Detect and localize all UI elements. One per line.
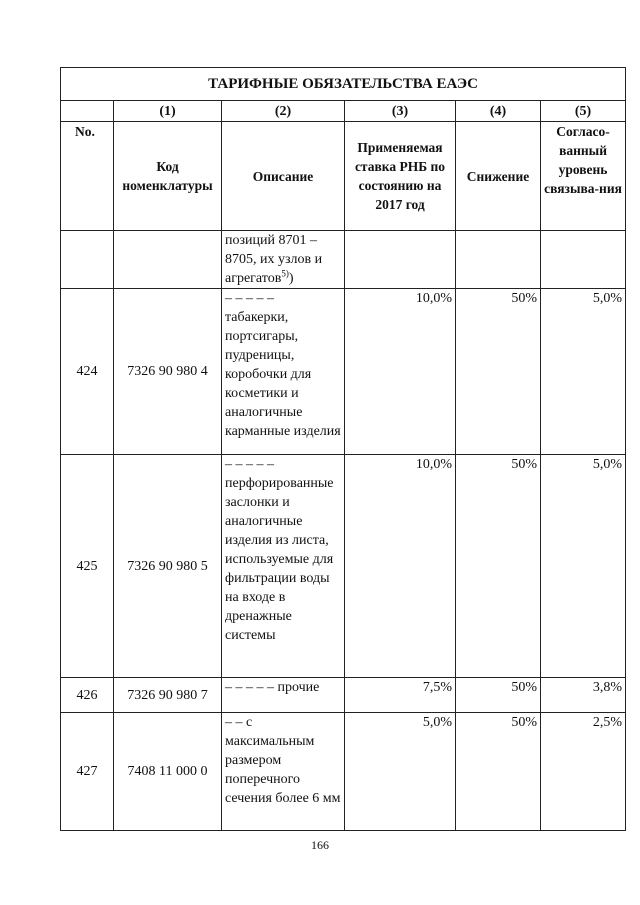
continuation-description: позиций 8701 – 8705, их узлов и агрегатов$^{5)}$) — [222, 231, 345, 289]
header-bound: Согласо-ванный уровень связыва-ния — [541, 122, 626, 231]
table-row — [61, 713, 626, 831]
row-bound: 5,0% — [541, 289, 626, 455]
header-code: Код номенклатуры — [114, 122, 222, 231]
row-bound: 2,5% — [541, 713, 626, 831]
row-rate: 7,5% — [345, 678, 456, 713]
row-code: 7326 90 980 5 — [114, 455, 222, 678]
table-row — [61, 455, 626, 678]
header-reduction: Снижение — [456, 122, 541, 231]
table-title: ТАРИФНЫЕ ОБЯЗАТЕЛЬСТВА ЕАЭС — [61, 68, 626, 101]
col-number-1: (1) — [114, 101, 222, 122]
row-bound: 5,0% — [541, 455, 626, 678]
row-rate: 5,0% — [345, 713, 456, 831]
table-row — [61, 289, 626, 455]
row-description: – – – – – прочие — [222, 678, 345, 713]
row-no: 424 — [61, 289, 114, 455]
col-number-4: (4) — [456, 101, 541, 122]
col-number-2: (2) — [222, 101, 345, 122]
table-row — [61, 678, 626, 713]
table-row-continuation — [61, 231, 626, 289]
row-description: – – – – – табакерки, портсигары, пудреницы, коробочки для косметики и аналогичные карманные изделия — [222, 289, 345, 455]
tariff-table — [60, 67, 626, 831]
row-reduction: 50% — [456, 455, 541, 678]
row-rate: 10,0% — [345, 289, 456, 455]
col-number-3: (3) — [345, 101, 456, 122]
col-number-5: (5) — [541, 101, 626, 122]
row-no: 425 — [61, 455, 114, 678]
row-description: – – – – – перфорированные заслонки и аналогичные изделия из листа, используемые для фильтрации воды на входе в дренажные системы — [222, 455, 345, 678]
row-reduction: 50% — [456, 289, 541, 455]
row-no: 426 — [61, 678, 114, 713]
row-rate: 10,0% — [345, 455, 456, 678]
row-description: – – с максимальным размером поперечного сечения более 6 мм — [222, 713, 345, 831]
footnote-ref: 5) — [281, 268, 289, 279]
header-description: Описание — [222, 122, 345, 231]
row-reduction: 50% — [456, 713, 541, 831]
row-bound: 3,8% — [541, 678, 626, 713]
row-code: 7326 90 980 7 — [114, 678, 222, 713]
row-no: 427 — [61, 713, 114, 831]
row-code: 7326 90 980 4 — [114, 289, 222, 455]
page-number: 166 — [311, 838, 329, 852]
row-code: 7408 11 000 0 — [114, 713, 222, 831]
row-reduction: 50% — [456, 678, 541, 713]
header-no: No. — [61, 122, 114, 231]
header-rate: Применяемая ставка РНБ по состоянию на 2017 год — [345, 122, 456, 231]
col-number-empty — [61, 101, 114, 122]
